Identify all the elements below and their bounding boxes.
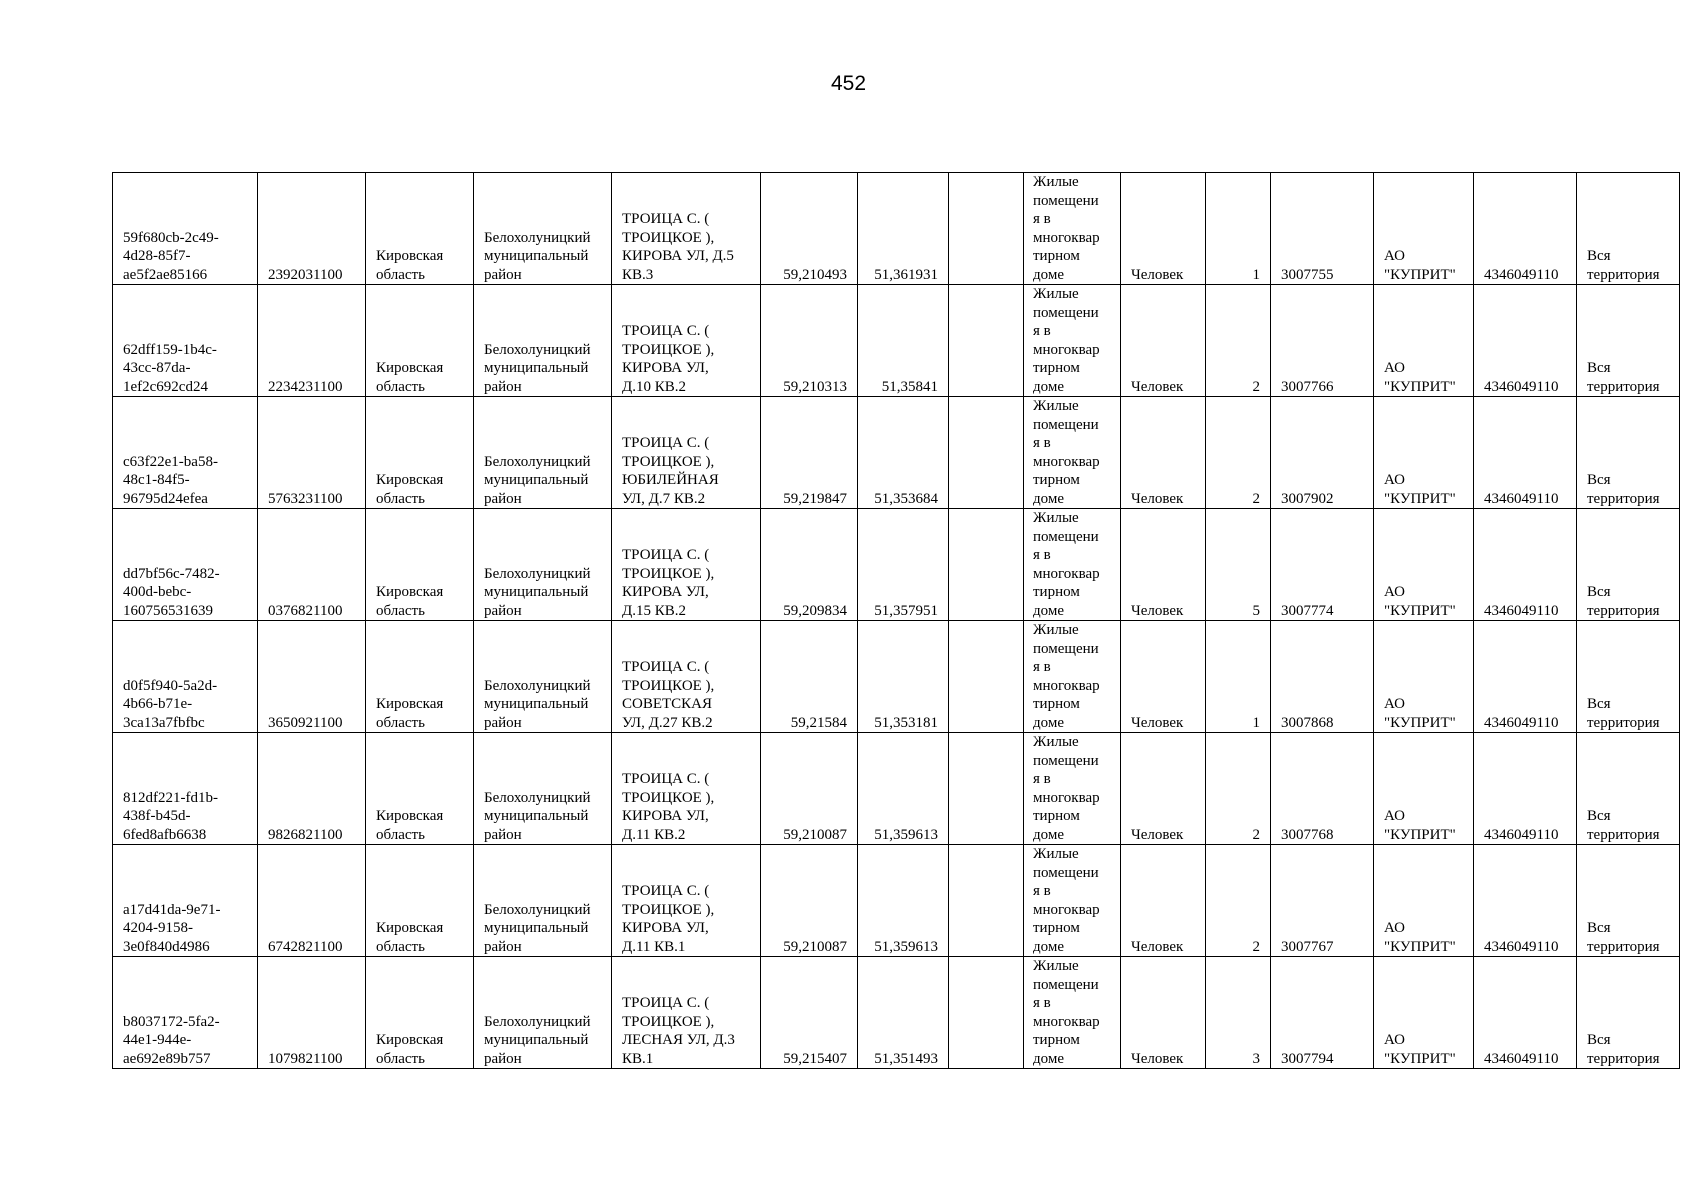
cell-organization: АО "КУПРИТ" — [1374, 397, 1474, 509]
cell-id: d0f5f940-5a2d- 4b66-b71e- 3ca13a7fbfbc — [113, 621, 258, 733]
table-row — [113, 733, 1680, 845]
table-row — [113, 621, 1680, 733]
cell-id: a17d41da-9e71- 4204-9158- 3e0f840d4986 — [113, 845, 258, 957]
cell-organization: АО "КУПРИТ" — [1374, 621, 1474, 733]
cell-address: ТРОИЦА С. ( ТРОИЦКОЕ ), КИРОВА УЛ, Д.10 КВ.2 — [612, 285, 761, 397]
cell-address: ТРОИЦА С. ( ТРОИЦКОЕ ), КИРОВА УЛ, Д.11 КВ.1 — [612, 845, 761, 957]
cell-account: 3007774 — [1271, 509, 1374, 621]
cell-region: Кировская область — [366, 509, 474, 621]
cell-region: Кировская область — [366, 397, 474, 509]
cell-usage: Жилые помещени я в многоквар тирном доме — [1024, 509, 1121, 621]
cell-quantity: 2 — [1206, 397, 1271, 509]
cell-quantity: 5 — [1206, 509, 1271, 621]
cell-code: 2234231100 — [258, 285, 366, 397]
cell-region: Кировская область — [366, 957, 474, 1069]
cell-longitude: 51,359613 — [858, 845, 949, 957]
cell-quantity: 3 — [1206, 957, 1271, 1069]
cell-inn: 4346049110 — [1474, 957, 1577, 1069]
table-row — [113, 509, 1680, 621]
cell-empty — [949, 957, 1024, 1069]
cell-territory: Вся территория — [1577, 509, 1680, 621]
cell-usage: Жилые помещени я в многоквар тирном доме — [1024, 733, 1121, 845]
cell-code: 9826821100 — [258, 733, 366, 845]
cell-longitude: 51,357951 — [858, 509, 949, 621]
cell-organization: АО "КУПРИТ" — [1374, 845, 1474, 957]
table-row — [113, 397, 1680, 509]
cell-account: 3007868 — [1271, 621, 1374, 733]
cell-empty — [949, 285, 1024, 397]
cell-inn: 4346049110 — [1474, 285, 1577, 397]
cell-address: ТРОИЦА С. ( ТРОИЦКОЕ ), ЛЕСНАЯ УЛ, Д.3 КВ.1 — [612, 957, 761, 1069]
cell-quantity: 1 — [1206, 173, 1271, 285]
cell-territory: Вся территория — [1577, 845, 1680, 957]
cell-organization: АО "КУПРИТ" — [1374, 957, 1474, 1069]
cell-account: 3007766 — [1271, 285, 1374, 397]
cell-longitude: 51,359613 — [858, 733, 949, 845]
cell-inn: 4346049110 — [1474, 733, 1577, 845]
cell-longitude: 51,353684 — [858, 397, 949, 509]
cell-territory: Вся территория — [1577, 397, 1680, 509]
cell-unit: Человек — [1121, 621, 1206, 733]
cell-latitude: 59,215407 — [761, 957, 858, 1069]
cell-latitude: 59,210087 — [761, 845, 858, 957]
cell-region: Кировская область — [366, 845, 474, 957]
table-row — [113, 285, 1680, 397]
cell-empty — [949, 733, 1024, 845]
cell-empty — [949, 397, 1024, 509]
cell-unit: Человек — [1121, 397, 1206, 509]
cell-latitude: 59,209834 — [761, 509, 858, 621]
cell-territory: Вся территория — [1577, 621, 1680, 733]
cell-organization: АО "КУПРИТ" — [1374, 173, 1474, 285]
cell-organization: АО "КУПРИТ" — [1374, 733, 1474, 845]
cell-id: 812df221-fd1b- 438f-b45d- 6fed8afb6638 — [113, 733, 258, 845]
cell-organization: АО "КУПРИТ" — [1374, 285, 1474, 397]
cell-district: Белохолуницкий муниципальный район — [474, 173, 612, 285]
cell-unit: Человек — [1121, 845, 1206, 957]
cell-address: ТРОИЦА С. ( ТРОИЦКОЕ ), КИРОВА УЛ, Д.11 КВ.2 — [612, 733, 761, 845]
cell-usage: Жилые помещени я в многоквар тирном доме — [1024, 957, 1121, 1069]
cell-district: Белохолуницкий муниципальный район — [474, 397, 612, 509]
cell-address: ТРОИЦА С. ( ТРОИЦКОЕ ), КИРОВА УЛ, Д.5 КВ.3 — [612, 173, 761, 285]
cell-latitude: 59,210087 — [761, 733, 858, 845]
cell-empty — [949, 509, 1024, 621]
cell-id: c63f22e1-ba58- 48c1-84f5- 96795d24efea — [113, 397, 258, 509]
cell-territory: Вся территория — [1577, 285, 1680, 397]
cell-latitude: 59,219847 — [761, 397, 858, 509]
cell-longitude: 51,361931 — [858, 173, 949, 285]
cell-district: Белохолуницкий муниципальный район — [474, 845, 612, 957]
cell-code: 3650921100 — [258, 621, 366, 733]
cell-id: 59f680cb-2c49- 4d28-85f7- ae5f2ae85166 — [113, 173, 258, 285]
cell-inn: 4346049110 — [1474, 621, 1577, 733]
cell-longitude: 51,35841 — [858, 285, 949, 397]
cell-usage: Жилые помещени я в многоквар тирном доме — [1024, 845, 1121, 957]
cell-organization: АО "КУПРИТ" — [1374, 509, 1474, 621]
cell-address: ТРОИЦА С. ( ТРОИЦКОЕ ), КИРОВА УЛ, Д.15 КВ.2 — [612, 509, 761, 621]
cell-inn: 4346049110 — [1474, 845, 1577, 957]
cell-empty — [949, 845, 1024, 957]
cell-territory: Вся территория — [1577, 173, 1680, 285]
cell-usage: Жилые помещени я в многоквар тирном доме — [1024, 621, 1121, 733]
cell-account: 3007794 — [1271, 957, 1374, 1069]
cell-id: 62dff159-1b4c- 43cc-87da- 1ef2c692cd24 — [113, 285, 258, 397]
cell-latitude: 59,21584 — [761, 621, 858, 733]
cell-unit: Человек — [1121, 285, 1206, 397]
cell-usage: Жилые помещени я в многоквар тирном доме — [1024, 285, 1121, 397]
table-body — [113, 173, 1680, 1069]
cell-latitude: 59,210313 — [761, 285, 858, 397]
table-row — [113, 845, 1680, 957]
cell-region: Кировская область — [366, 621, 474, 733]
cell-inn: 4346049110 — [1474, 173, 1577, 285]
cell-district: Белохолуницкий муниципальный район — [474, 733, 612, 845]
cell-code: 5763231100 — [258, 397, 366, 509]
cell-account: 3007755 — [1271, 173, 1374, 285]
cell-territory: Вся территория — [1577, 957, 1680, 1069]
cell-latitude: 59,210493 — [761, 173, 858, 285]
cell-quantity: 2 — [1206, 733, 1271, 845]
table-row — [113, 957, 1680, 1069]
cell-account: 3007902 — [1271, 397, 1374, 509]
cell-code: 2392031100 — [258, 173, 366, 285]
cell-longitude: 51,351493 — [858, 957, 949, 1069]
cell-id: b8037172-5fa2- 44e1-944e- ae692e89b757 — [113, 957, 258, 1069]
cell-quantity: 2 — [1206, 285, 1271, 397]
cell-district: Белохолуницкий муниципальный район — [474, 509, 612, 621]
cell-account: 3007768 — [1271, 733, 1374, 845]
cell-id: dd7bf56c-7482- 400d-bebc- 160756531639 — [113, 509, 258, 621]
cell-quantity: 1 — [1206, 621, 1271, 733]
cell-code: 6742821100 — [258, 845, 366, 957]
cell-empty — [949, 621, 1024, 733]
cell-region: Кировская область — [366, 285, 474, 397]
cell-empty — [949, 173, 1024, 285]
cell-quantity: 2 — [1206, 845, 1271, 957]
cell-account: 3007767 — [1271, 845, 1374, 957]
cell-longitude: 51,353181 — [858, 621, 949, 733]
data-table — [112, 172, 1680, 1069]
cell-address: ТРОИЦА С. ( ТРОИЦКОЕ ), СОВЕТСКАЯ УЛ, Д.27 КВ.2 — [612, 621, 761, 733]
cell-district: Белохолуницкий муниципальный район — [474, 621, 612, 733]
cell-usage: Жилые помещени я в многоквар тирном доме — [1024, 173, 1121, 285]
cell-unit: Человек — [1121, 733, 1206, 845]
cell-inn: 4346049110 — [1474, 509, 1577, 621]
cell-region: Кировская область — [366, 733, 474, 845]
page-number: 452 — [830, 72, 867, 95]
cell-district: Белохолуницкий муниципальный район — [474, 957, 612, 1069]
cell-inn: 4346049110 — [1474, 397, 1577, 509]
table-row — [113, 173, 1680, 285]
cell-usage: Жилые помещени я в многоквар тирном доме — [1024, 397, 1121, 509]
cell-district: Белохолуницкий муниципальный район — [474, 285, 612, 397]
cell-code: 0376821100 — [258, 509, 366, 621]
cell-address: ТРОИЦА С. ( ТРОИЦКОЕ ), ЮБИЛЕЙНАЯ УЛ, Д.7 КВ.2 — [612, 397, 761, 509]
cell-region: Кировская область — [366, 173, 474, 285]
cell-unit: Человек — [1121, 173, 1206, 285]
cell-unit: Человек — [1121, 957, 1206, 1069]
cell-territory: Вся территория — [1577, 733, 1680, 845]
cell-unit: Человек — [1121, 509, 1206, 621]
cell-code: 1079821100 — [258, 957, 366, 1069]
